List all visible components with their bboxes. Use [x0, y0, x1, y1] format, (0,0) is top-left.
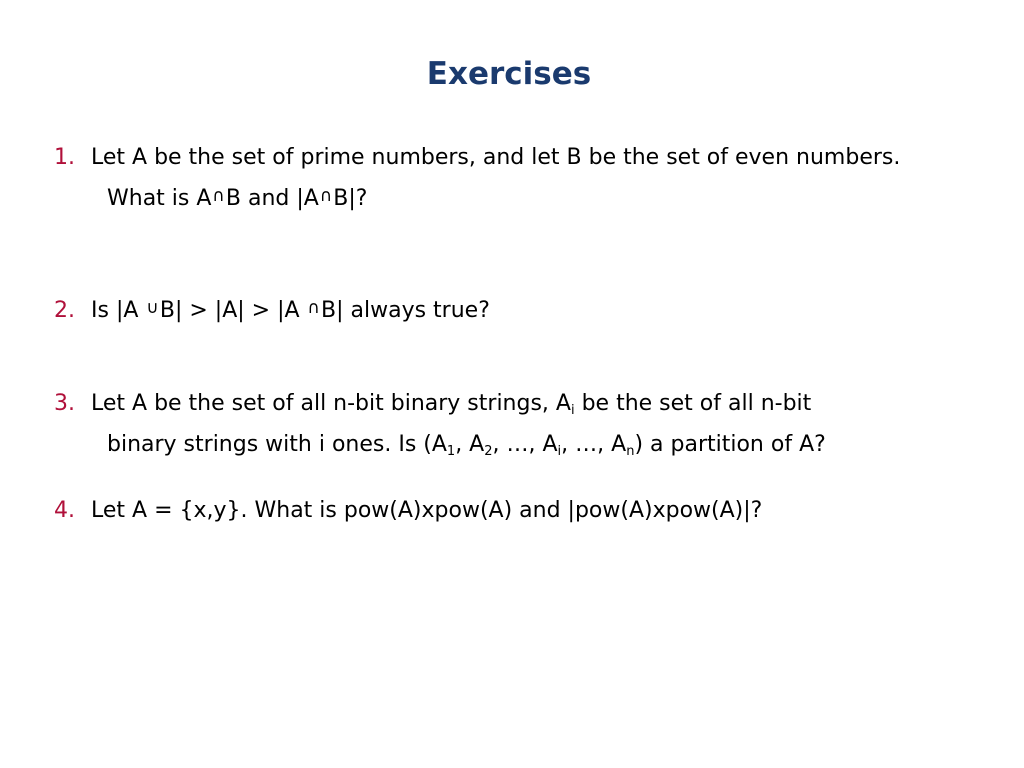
text-fragment: binary strings with i ones. Is (A	[107, 432, 447, 457]
exercise-3	[54, 383, 826, 465]
exercise-number: 4.	[54, 498, 75, 523]
subscript: 1	[446, 444, 456, 459]
subscript: i	[570, 403, 575, 418]
exercise-number: 2.	[54, 298, 75, 323]
text-fragment: be the set of all n-bit	[574, 391, 812, 416]
text-fragment: , …, A	[561, 432, 627, 457]
page-title: Exercises	[426, 56, 592, 92]
subscript: 2	[484, 444, 493, 459]
exercise-2	[54, 290, 490, 333]
subscript: n	[626, 444, 635, 459]
exercise-text-continuation	[54, 178, 900, 221]
text-fragment: B|?	[333, 186, 368, 211]
text-fragment: , A	[455, 432, 485, 457]
intersection-symbol: ∩	[212, 186, 225, 206]
text-fragment: What is A	[107, 186, 212, 211]
text-fragment: B and |A	[225, 186, 319, 211]
exercise-text-continuation	[54, 424, 826, 465]
text-fragment: , …, A	[492, 432, 558, 457]
text-fragment: ) a partition of A?	[634, 432, 826, 457]
exercise-number: 1.	[54, 145, 75, 170]
exercise-4	[54, 490, 762, 531]
exercise-text: Let A = {x,y}. What is pow(A)xpow(A) and |pow(A)xpow(A)|?	[91, 498, 763, 523]
text-fragment: Is |A	[91, 298, 146, 323]
union-symbol: ∪	[146, 298, 159, 318]
text-fragment: Let A be the set of all n-bit binary strings, A	[91, 391, 571, 416]
text-fragment: B| always true?	[321, 298, 490, 323]
text-fragment: B| > |A| > |A	[159, 298, 307, 323]
exercise-1	[54, 137, 900, 221]
exercise-text: Let A be the set of prime numbers, and let B be the set of even numbers.	[91, 145, 901, 170]
subscript: i	[557, 444, 562, 459]
intersection-symbol: ∩	[307, 298, 320, 318]
intersection-symbol: ∩	[319, 186, 333, 206]
exercise-number: 3.	[54, 391, 75, 416]
